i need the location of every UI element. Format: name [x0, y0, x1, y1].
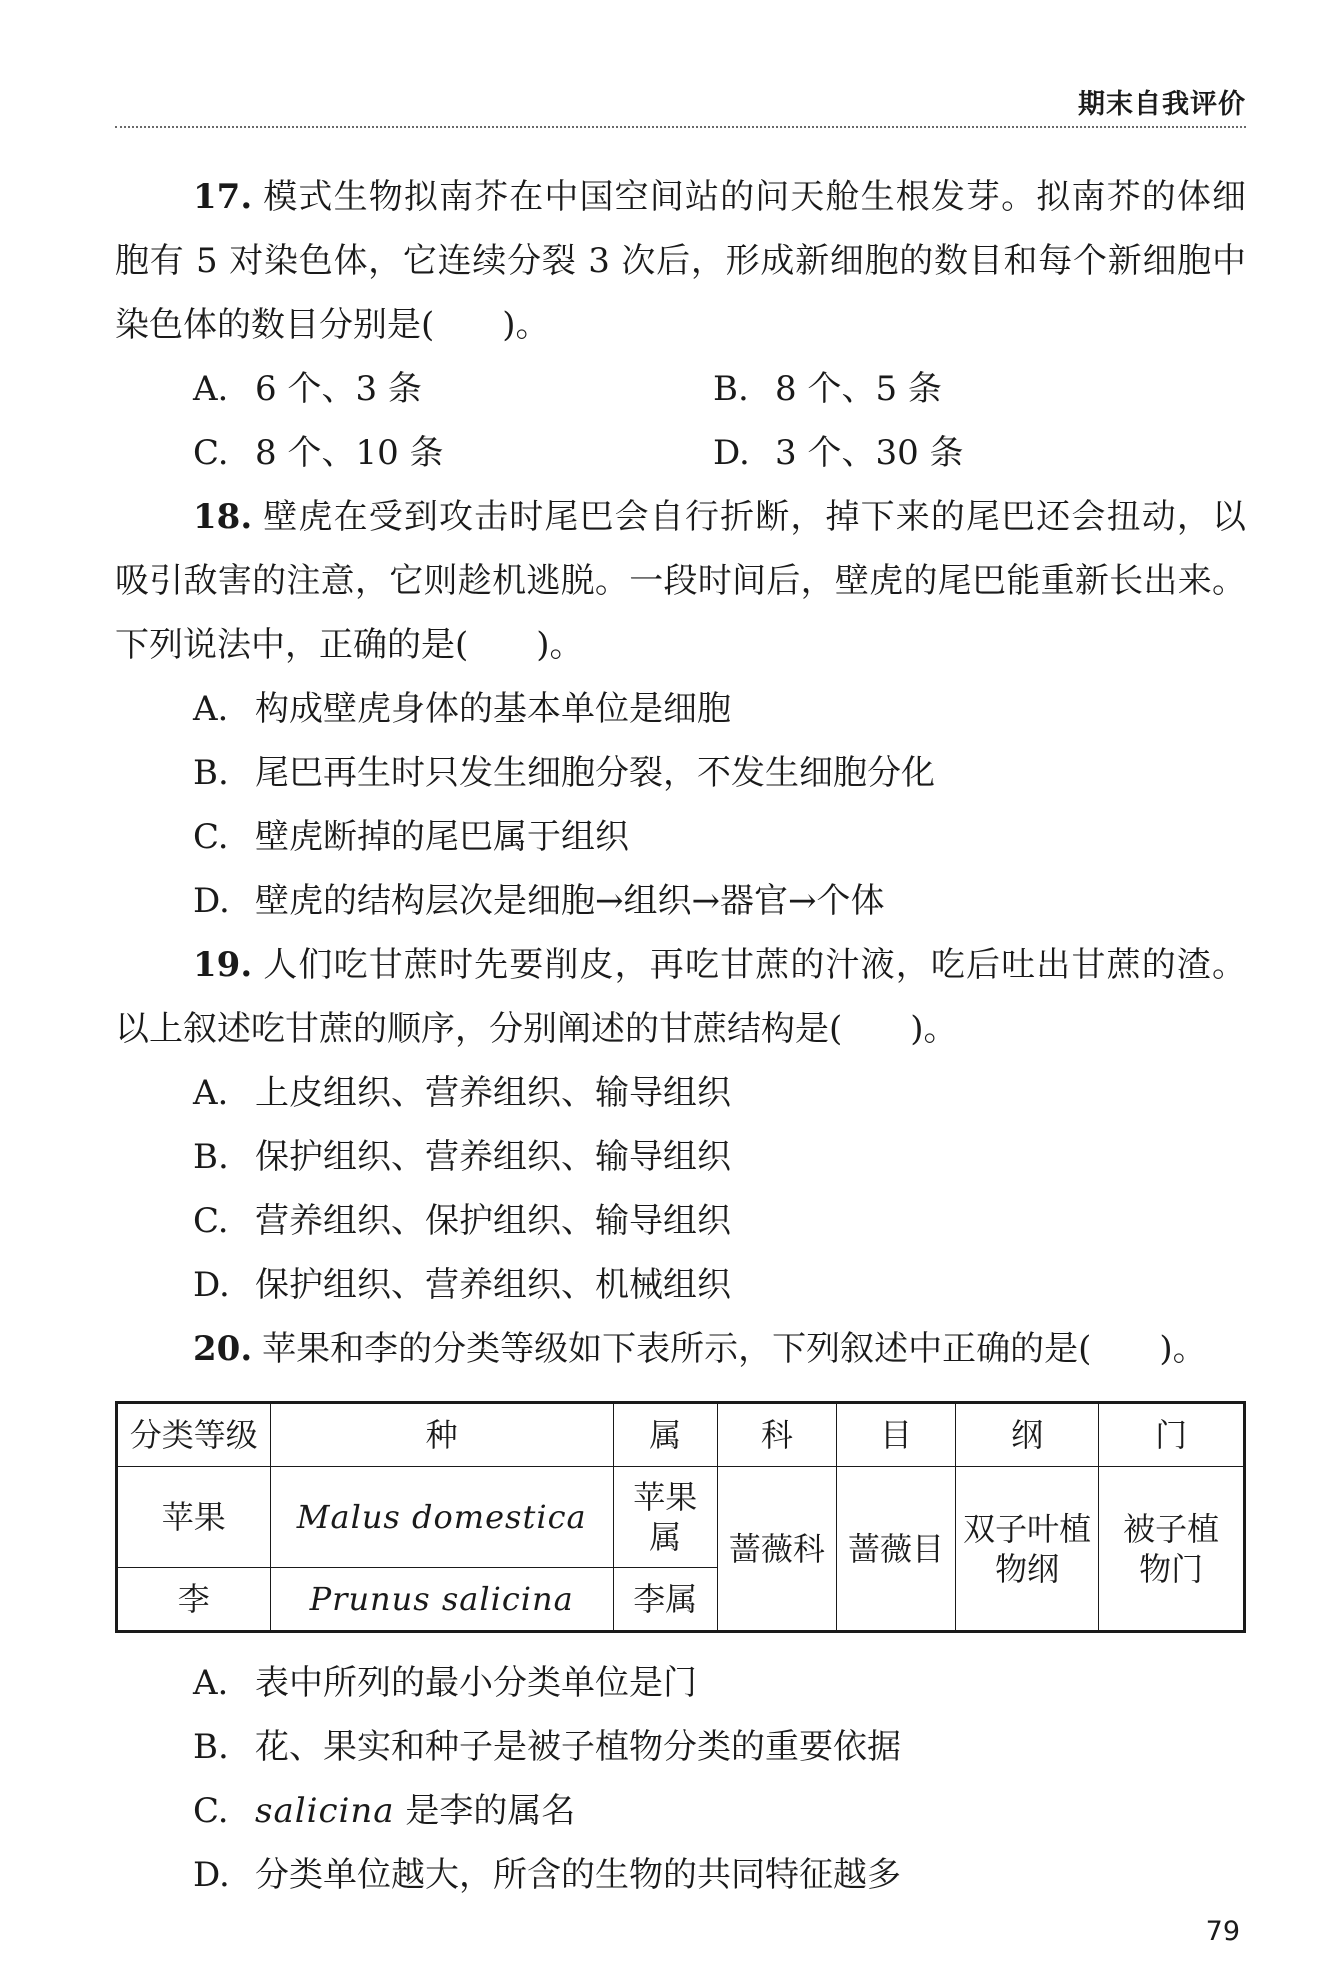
question-19-stem: [115, 933, 1246, 1061]
option-b: [115, 1125, 1246, 1189]
option-text: 保护组织、营养组织、输导组织: [255, 1137, 731, 1177]
table-header-cell: 科: [717, 1403, 836, 1467]
table-cell-genus: 苹果属: [613, 1467, 717, 1568]
question-number: 20.: [193, 1329, 253, 1369]
table-cell-genus: 李属: [613, 1568, 717, 1632]
question-number: 18.: [193, 497, 253, 537]
header-title: 期末自我评价: [1078, 89, 1246, 120]
option-letter: D.: [193, 1265, 230, 1305]
phylum-text: 被子植物门: [1123, 1509, 1220, 1588]
class-text: 双子叶植物纲: [963, 1509, 1092, 1588]
table-header-cell: 目: [836, 1403, 955, 1467]
question-18-stem: [115, 485, 1246, 677]
table-cell-species: Malus domestica: [270, 1467, 613, 1568]
option-text: 8 个、10 条: [255, 433, 444, 473]
option-letter: A.: [193, 689, 229, 729]
table-header-cell: 分类等级: [117, 1403, 271, 1467]
table-header-row: [117, 1403, 1245, 1467]
option-b: [713, 357, 1233, 421]
classification-table: [115, 1401, 1246, 1633]
option-text: 上皮组织、营养组织、输导组织: [255, 1073, 731, 1113]
question-text: 人们吃甘蔗时先要削皮，再吃甘蔗的汁液，吃后吐出甘蔗的渣。以上叙述吃甘蔗的顺序，分别阐述的甘蔗结构是( )。: [115, 945, 1246, 1049]
option-text: 保护组织、营养组织、机械组织: [255, 1265, 731, 1305]
option-d: [115, 869, 1246, 933]
option-letter: A.: [193, 1663, 229, 1703]
option-text: 尾巴再生时只发生细胞分裂，不发生细胞分化: [255, 753, 935, 793]
option-a: [115, 1061, 1246, 1125]
option-b: [115, 741, 1246, 805]
question-17-options-row-2: [115, 421, 1246, 485]
question-17-options-row-1: [115, 357, 1246, 421]
table-cell-name: 苹果: [117, 1467, 271, 1568]
table-header-cell: 纲: [955, 1403, 1098, 1467]
page-content: [115, 165, 1246, 1907]
table-cell-phylum: [1099, 1467, 1245, 1632]
question-text: 壁虎在受到攻击时尾巴会自行折断，掉下来的尾巴还会扭动，以吸引敌害的注意，它则趁机逃脱。一段时间后，壁虎的尾巴能重新长出来。下列说法中，正确的是( )。: [115, 497, 1246, 665]
option-c: [193, 421, 713, 485]
option-d: [115, 1843, 1246, 1907]
table-header-cell: 门: [1099, 1403, 1245, 1467]
option-text: 营养组织、保护组织、输导组织: [255, 1201, 731, 1241]
option-letter: D.: [713, 433, 750, 473]
question-text: 模式生物拟南芥在中国空间站的问天舱生根发芽。拟南芥的体细胞有 5 对染色体，它连续分裂 3 次后，形成新细胞的数目和每个新细胞中染色体的数目分别是( )。: [115, 177, 1246, 345]
option-letter: D.: [193, 881, 230, 921]
option-text: 壁虎断掉的尾巴属于组织: [255, 817, 629, 857]
classification-table-wrapper: [115, 1401, 1246, 1633]
option-text-latin: salicina: [255, 1791, 395, 1831]
option-text: 3 个、30 条: [775, 433, 964, 473]
option-letter: C.: [193, 1201, 229, 1241]
question-20-stem: [115, 1317, 1246, 1381]
option-letter: C.: [193, 1791, 229, 1831]
option-text: 分类单位越大，所含的生物的共同特征越多: [255, 1855, 901, 1895]
table-cell-order: 蔷薇目: [836, 1467, 955, 1632]
table-cell-family: 蔷薇科: [717, 1467, 836, 1632]
option-text: 花、果实和种子是被子植物分类的重要依据: [255, 1727, 901, 1767]
page-number: 79: [1205, 1916, 1240, 1947]
table-cell-class: [955, 1467, 1098, 1632]
option-letter: B.: [193, 1727, 229, 1767]
option-a: [193, 357, 713, 421]
option-text: 8 个、5 条: [775, 369, 942, 409]
question-number: 17.: [193, 177, 253, 217]
question-17-stem: [115, 165, 1246, 357]
question-text: 苹果和李的分类等级如下表所示，下列叙述中正确的是( )。: [262, 1329, 1207, 1369]
table-cell-name: 李: [117, 1568, 271, 1632]
option-text: 表中所列的最小分类单位是门: [255, 1663, 697, 1703]
option-letter: B.: [193, 1137, 229, 1177]
option-c: [115, 1189, 1246, 1253]
table-row-apple: [117, 1467, 1245, 1568]
option-d: [115, 1253, 1246, 1317]
option-letter: A.: [193, 1073, 229, 1113]
option-letter: A.: [193, 369, 229, 409]
question-number: 19.: [193, 945, 253, 985]
option-a: [115, 1651, 1246, 1715]
option-text: 是李的属名: [394, 1791, 576, 1831]
option-letter: D.: [193, 1855, 230, 1895]
option-text: 构成壁虎身体的基本单位是细胞: [255, 689, 731, 729]
option-letter: C.: [193, 433, 229, 473]
option-text: 壁虎的结构层次是细胞→组织→器官→个体: [255, 881, 885, 921]
option-letter: B.: [713, 369, 749, 409]
option-letter: B.: [193, 753, 229, 793]
option-d: [713, 421, 1233, 485]
header-divider: [115, 126, 1246, 128]
table-header-cell: 属: [613, 1403, 717, 1467]
option-c: [115, 1779, 1246, 1843]
table-header-cell: 种: [270, 1403, 613, 1467]
option-c: [115, 805, 1246, 869]
table-cell-species: Prunus salicina: [270, 1568, 613, 1632]
option-text: 6 个、3 条: [255, 369, 422, 409]
option-a: [115, 677, 1246, 741]
option-b: [115, 1715, 1246, 1779]
option-letter: C.: [193, 817, 229, 857]
